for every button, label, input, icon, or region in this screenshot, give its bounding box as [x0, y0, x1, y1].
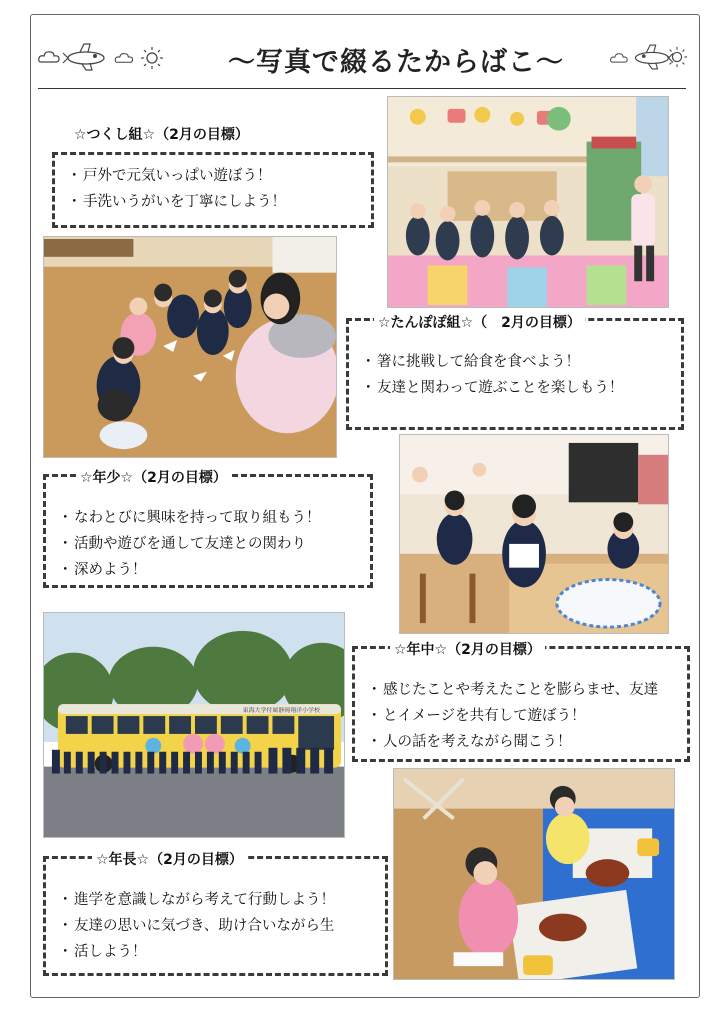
- goal-item: ・ 友達と関わって遊ぶことを楽しもう！: [365, 375, 671, 401]
- goal-item: ・ なわとびに興味を持って取り組もう！: [62, 505, 360, 531]
- goal-item: ・ 活動や遊びを通して友達との関わり: [62, 531, 360, 557]
- tsukushi-heading: ☆つくし組☆（2月の目標）: [74, 127, 249, 143]
- goal-item: ・ 活しよう！: [62, 939, 375, 965]
- photo-paper-play: [43, 236, 337, 458]
- goal-item: ・ 人の話を考えながら聞こう！: [371, 729, 677, 755]
- sun-icon: [666, 46, 688, 68]
- nensho-heading-label: ☆年少☆（2月の目標）: [76, 467, 231, 487]
- goal-item: ・ 戸外で元気いっぱい遊ぼう！: [71, 163, 361, 189]
- nencho-heading: ☆年長☆（2月の目標）: [92, 849, 247, 869]
- goal-item: ・ とイメージを共有して遊ぼう！: [371, 703, 677, 729]
- tanpopo-heading-label: ☆たんぽぽ組☆（ 2月の目標）: [374, 312, 585, 332]
- photo-tsukushi-class: [387, 96, 669, 308]
- page-title: ～写真で綴るたからばこ～: [228, 47, 564, 78]
- nenchu-goal-box: [352, 646, 690, 762]
- sun-icon: [140, 46, 164, 70]
- title-row: [38, 38, 693, 82]
- nencho-goal-box: [43, 856, 388, 976]
- cloud-icon: [38, 50, 60, 64]
- airplane-icon: [62, 42, 110, 72]
- title-divider: [38, 88, 686, 89]
- goal-item: ・ 感じたことや考えたことを膨らませ、友達: [371, 677, 677, 703]
- photo-nencho-craft: [393, 768, 675, 980]
- goal-item: ・ 友達の思いに気づき、助け合いながら生: [62, 913, 375, 939]
- bus-school-name: 東海大学付属静岡翔洋小学校: [242, 707, 320, 715]
- goal-item: ・ 進学を意識しながら考えて行動しよう！: [62, 887, 375, 913]
- tsukushi-goal-box: [52, 152, 374, 228]
- photo-bus-trip: [43, 612, 345, 838]
- goal-item: ・ 手洗いうがいを丁寧にしよう！: [71, 189, 361, 215]
- goal-item: ・ 深めよう！: [62, 557, 360, 583]
- cloud-icon: [610, 52, 628, 64]
- nenchu-heading: ☆年中☆（2月の目標）: [390, 639, 545, 659]
- tanpopo-goal-box: [346, 318, 684, 430]
- cloud-icon: [114, 52, 134, 64]
- photo-nensho-class: [399, 434, 669, 634]
- nensho-goal-box: [43, 474, 373, 588]
- goal-item: ・ 箸に挑戦して給食を食べよう！: [365, 349, 671, 375]
